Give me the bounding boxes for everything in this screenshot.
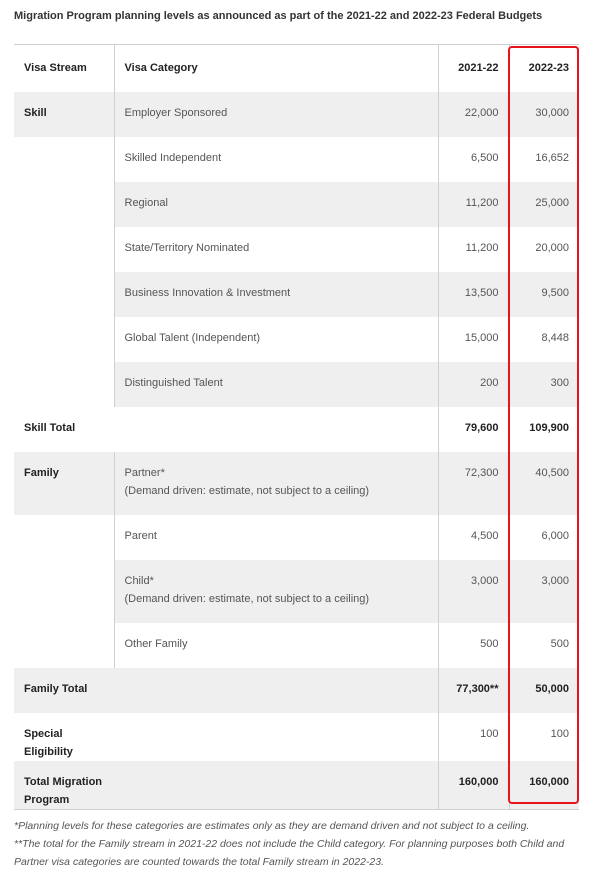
value-2022-23: 109,900 bbox=[509, 407, 579, 452]
stream-cell: Family bbox=[14, 452, 114, 515]
footnotes bbox=[14, 817, 589, 871]
value-2022-23: 6,000 bbox=[509, 515, 579, 560]
footnote-1: *Planning levels for these categories are estimates only as they are demand driven and not subject to a ceiling. bbox=[14, 820, 530, 832]
category-label: Partner* bbox=[124, 466, 165, 479]
stream-cell: Special Eligibility bbox=[24, 727, 73, 758]
value-2021-22: 6,500 bbox=[438, 137, 509, 182]
value-2022-23: 40,500 bbox=[509, 452, 579, 515]
header-2021-22: 2021-22 bbox=[438, 45, 509, 92]
table-caption: Migration Program planning levels as announced as part of the 2021-22 and 2022-23 Federal Budgets bbox=[14, 10, 543, 22]
value-2022-23: 16,652 bbox=[509, 137, 579, 182]
table-row bbox=[14, 362, 579, 407]
category-cell: State/Territory Nominated bbox=[114, 227, 438, 272]
migration-table bbox=[14, 44, 579, 810]
category-cell: Regional bbox=[114, 182, 438, 227]
value-2021-22: 22,000 bbox=[438, 92, 509, 137]
value-2022-23: 9,500 bbox=[509, 272, 579, 317]
header-visa-stream: Visa Stream bbox=[14, 45, 114, 92]
value-2022-23: 30,000 bbox=[509, 92, 579, 137]
table-row-total-migration bbox=[14, 761, 579, 810]
stream-cell bbox=[14, 317, 114, 362]
stream-cell bbox=[14, 362, 114, 407]
stream-cell bbox=[14, 227, 114, 272]
value-2022-23: 300 bbox=[509, 362, 579, 407]
value-2021-22: 77,300** bbox=[438, 668, 509, 713]
table-row-special-eligibility bbox=[14, 713, 579, 761]
value-2021-22: 200 bbox=[438, 362, 509, 407]
table-row-skill-total bbox=[14, 407, 579, 452]
value-2022-23: 8,448 bbox=[509, 317, 579, 362]
header-row bbox=[14, 45, 579, 92]
category-note: (Demand driven: estimate, not subject to a ceiling) bbox=[124, 592, 370, 605]
value-2022-23: 3,000 bbox=[509, 560, 579, 623]
table-row bbox=[14, 623, 579, 668]
table-row bbox=[14, 272, 579, 317]
category-cell: Distinguished Talent bbox=[114, 362, 438, 407]
value-2021-22: 79,600 bbox=[438, 407, 509, 452]
footnote-2: **The total for the Family stream in 2021-22 does not include the Child category. For planning purposes both Child and Partner visa categories are counted towards the total Family stream in 2022-23. bbox=[14, 838, 565, 868]
stream-cell: Skill bbox=[14, 92, 114, 137]
value-2022-23: 100 bbox=[509, 713, 579, 761]
category-label: Child* bbox=[124, 574, 154, 587]
stream-cell bbox=[14, 560, 114, 623]
value-2022-23: 25,000 bbox=[509, 182, 579, 227]
table-row bbox=[14, 137, 579, 182]
value-2021-22: 72,300 bbox=[438, 452, 509, 515]
value-2021-22: 11,200 bbox=[438, 227, 509, 272]
category-cell: Global Talent (Independent) bbox=[114, 317, 438, 362]
value-2021-22: 500 bbox=[438, 623, 509, 668]
stream-cell: Skill Total bbox=[24, 421, 76, 434]
value-2021-22: 160,000 bbox=[438, 761, 509, 810]
category-cell bbox=[114, 761, 438, 810]
table-row bbox=[14, 317, 579, 362]
value-2021-22: 15,000 bbox=[438, 317, 509, 362]
table-row bbox=[14, 227, 579, 272]
category-cell bbox=[114, 560, 438, 623]
table-row-family-total bbox=[14, 668, 579, 713]
category-cell bbox=[114, 713, 438, 761]
header-2022-23: 2022-23 bbox=[509, 45, 579, 92]
category-cell: Skilled Independent bbox=[114, 137, 438, 182]
stream-cell: Family Total bbox=[14, 668, 114, 713]
stream-cell bbox=[14, 623, 114, 668]
stream-cell bbox=[14, 272, 114, 317]
table-row bbox=[14, 452, 579, 515]
stream-cell bbox=[14, 182, 114, 227]
table-row bbox=[14, 515, 579, 560]
table-row bbox=[14, 560, 579, 623]
value-2021-22: 13,500 bbox=[438, 272, 509, 317]
table-row bbox=[14, 92, 579, 137]
value-2022-23: 20,000 bbox=[509, 227, 579, 272]
value-2021-22: 100 bbox=[438, 713, 509, 761]
category-cell: Employer Sponsored bbox=[114, 92, 438, 137]
value-2021-22: 4,500 bbox=[438, 515, 509, 560]
value-2021-22: 11,200 bbox=[438, 182, 509, 227]
category-cell bbox=[114, 668, 438, 713]
category-cell bbox=[114, 407, 438, 452]
value-2022-23: 500 bbox=[509, 623, 579, 668]
value-2021-22: 3,000 bbox=[438, 560, 509, 623]
stream-cell bbox=[14, 515, 114, 560]
header-visa-category: Visa Category bbox=[114, 45, 438, 92]
category-cell bbox=[114, 452, 438, 515]
table-row bbox=[14, 182, 579, 227]
category-cell: Business Innovation & Investment bbox=[114, 272, 438, 317]
value-2022-23: 50,000 bbox=[509, 668, 579, 713]
category-cell: Parent bbox=[114, 515, 438, 560]
category-cell: Other Family bbox=[114, 623, 438, 668]
stream-cell: Total Migration Program bbox=[14, 761, 114, 810]
category-note: (Demand driven: estimate, not subject to a ceiling) bbox=[124, 484, 370, 497]
value-2022-23: 160,000 bbox=[509, 761, 579, 810]
stream-cell bbox=[14, 137, 114, 182]
